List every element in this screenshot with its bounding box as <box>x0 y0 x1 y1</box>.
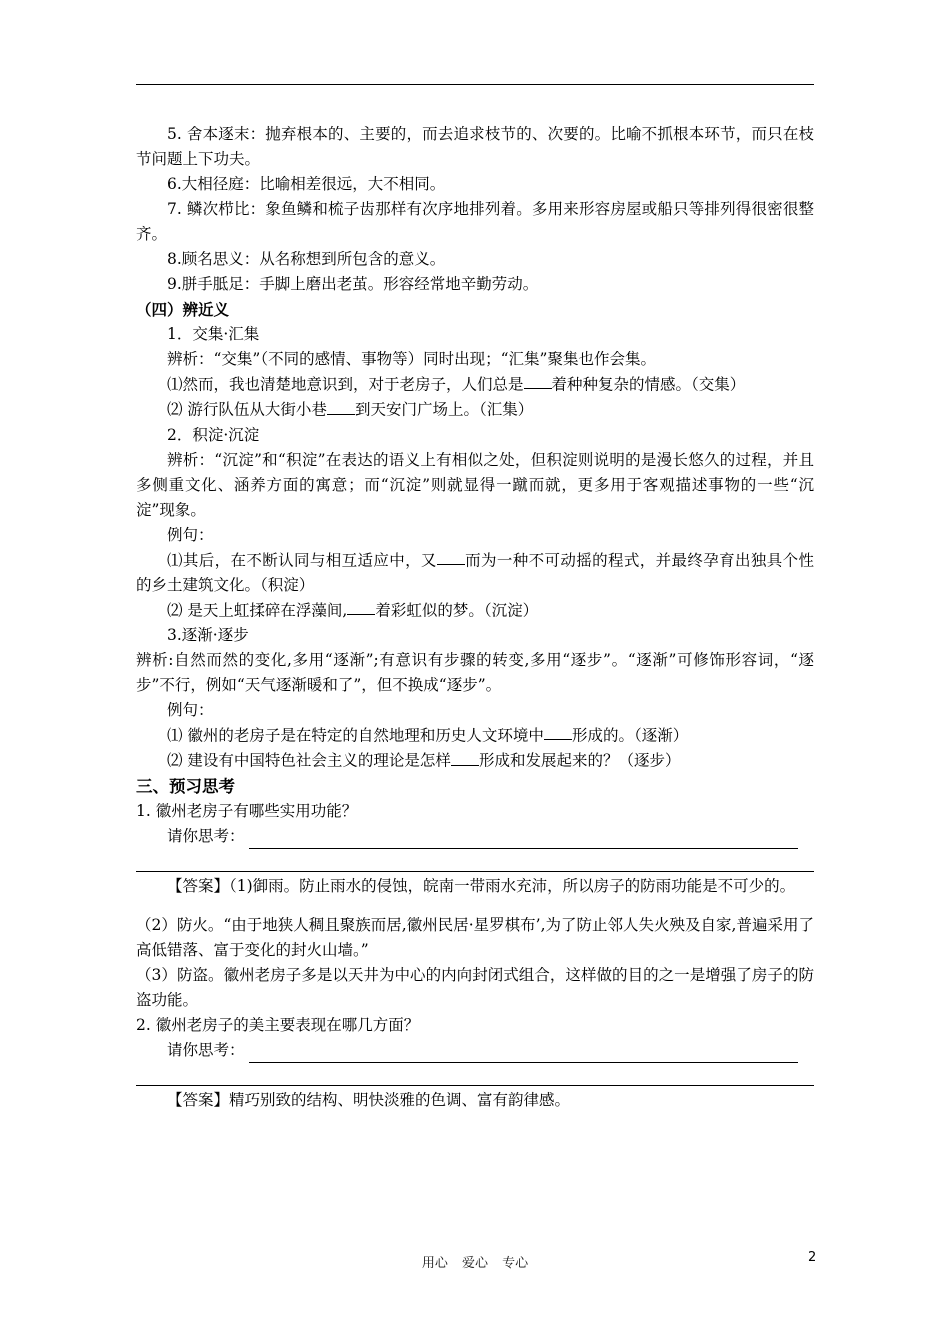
fill-blank[interactable] <box>451 748 479 765</box>
synonym-analysis: 辨析:自然而然的变化,多用“逐渐”;有意识有步骤的转变,多用“逐步”。“逐渐”可修饰形容词，“逐步”不行，例如“天气逐渐暖和了”，但不换成“逐步”。 <box>136 651 814 695</box>
synonym-group-title: 3.逐渐·逐步 <box>167 626 249 645</box>
answer-text: （2）防火。“由于地狭人稠且聚族而居,徽州民居·星罗棋布’,为了防止邻人失火殃及自家,普遍采用了高低错落、富于变化的封火山墙。” <box>136 915 814 959</box>
fill-blank[interactable] <box>327 397 355 414</box>
example-sentence <box>136 748 814 773</box>
document-body <box>136 122 814 1113</box>
answer-line[interactable] <box>249 1044 798 1063</box>
question: 1. 徽州老房子有哪些实用功能？ <box>136 801 358 820</box>
synonym-analysis: 辨析：“沉淀”和“积淀”在表达的语义上有相似之处，但积淀则说明的是漫长悠久的过程，并且多侧重文化、涵养方面的寓意；而“沉淀”则就显得一蹴而就，更多用于客观描述事物的一些“沉淀”现象。 <box>136 450 814 519</box>
answer-text: （3）防盗。徽州老房子多是以天井为中心的内向封闭式组合，这样做的目的之一是增强了房子的防盗功能。 <box>136 965 814 1009</box>
footer-text: 专心 <box>502 1256 529 1271</box>
example-text: 着种种复杂的情感。（交集） <box>551 375 746 394</box>
answer-line[interactable] <box>136 849 814 872</box>
example-text: 到天安门广场上。（汇集） <box>354 400 534 419</box>
synonym-group-title: 2．积淀·沉淀 <box>167 425 260 444</box>
example-text: 而为一种不可动摇的程式，并最终孕育出独具个性的乡土建筑文化。（积淀） <box>136 550 814 594</box>
footer-text: 爱心 <box>461 1256 488 1271</box>
page-number: 2 <box>808 1250 817 1265</box>
example-text: 形成和发展起来的？（逐步） <box>478 751 681 770</box>
example-text: ⑵ 是天上虹揉碎在浮藻间, <box>167 601 348 620</box>
example-sentence <box>136 723 814 748</box>
example-text: ⑴其后，在不断认同与相互适应中，又 <box>167 550 437 569</box>
example-sentence <box>136 598 814 623</box>
example-text: 着彩虹似的梦。（沉淀） <box>375 601 539 620</box>
fill-blank[interactable] <box>524 372 552 389</box>
synonym-group-title: 1．交集·汇集 <box>167 325 260 343</box>
fill-blank[interactable] <box>437 548 465 565</box>
example-label: 例句： <box>167 701 214 720</box>
example-sentence <box>136 397 814 422</box>
example-text: ⑴然而，我也清楚地意识到，对于老房子，人们总是 <box>167 375 524 394</box>
example-label: 例句： <box>167 525 214 544</box>
question: 2. 徽州老房子的美主要表现在哪几方面？ <box>136 1015 420 1034</box>
answer-prompt-row <box>136 1038 814 1063</box>
example-text: ⑵ 游行队伍从大街小巷 <box>167 400 327 419</box>
idiom-item: 8.顾名思义：从名称想到所包含的意义。 <box>167 250 446 268</box>
idiom-item: 9.胼手胝足：手脚上磨出老茧。形容经常地辛勤劳动。 <box>167 275 539 293</box>
section-heading: （四）辨近义 <box>136 300 230 319</box>
answer-line[interactable] <box>249 830 798 849</box>
think-prompt: 请你思考： <box>167 826 245 845</box>
example-sentence <box>136 548 814 598</box>
think-prompt: 请你思考： <box>167 1040 245 1059</box>
example-text: ⑴ 徽州的老房子是在特定的自然地理和历史人文环境中 <box>167 726 544 745</box>
header-rule <box>136 84 814 85</box>
answer-text: 【答案】精巧别致的结构、明快淡雅的色调、富有韵律感。 <box>167 1090 571 1109</box>
idiom-item: 7. 鳞次栉比：象鱼鳞和梳子齿那样有次序地排列着。多用来形容房屋或船只等排列得很密很整齐。 <box>136 200 814 243</box>
synonym-analysis: 辨析：“交集”（不同的感情、事物等）同时出现；“汇集”聚集也作会集。 <box>167 350 656 368</box>
example-sentence <box>136 372 814 397</box>
fill-blank[interactable] <box>544 723 572 740</box>
answer-line[interactable] <box>136 1063 814 1086</box>
idiom-item: 6.大相径庭：比喻相差很远，大不相同。 <box>167 175 446 193</box>
idiom-item: 5. 舍本逐末：抛弃根本的、主要的，而去追求枝节的、次要的。比喻不抓根本环节，而只在枝节问题上下功夫。 <box>136 125 814 168</box>
spacer <box>136 899 814 913</box>
footer-text: 用心 <box>421 1256 448 1271</box>
example-text: 形成的。（逐渐） <box>571 726 689 745</box>
answer-text: 【答案】（1)御雨。防止雨水的侵蚀，皖南一带雨水充沛，所以房子的防雨功能是不可少的。 <box>167 876 796 895</box>
answer-prompt-row <box>136 824 814 849</box>
example-text: ⑵ 建设有中国特色社会主义的理论是怎样 <box>167 751 451 770</box>
section-heading: 三、预习思考 <box>136 776 235 796</box>
fill-blank[interactable] <box>347 598 375 615</box>
